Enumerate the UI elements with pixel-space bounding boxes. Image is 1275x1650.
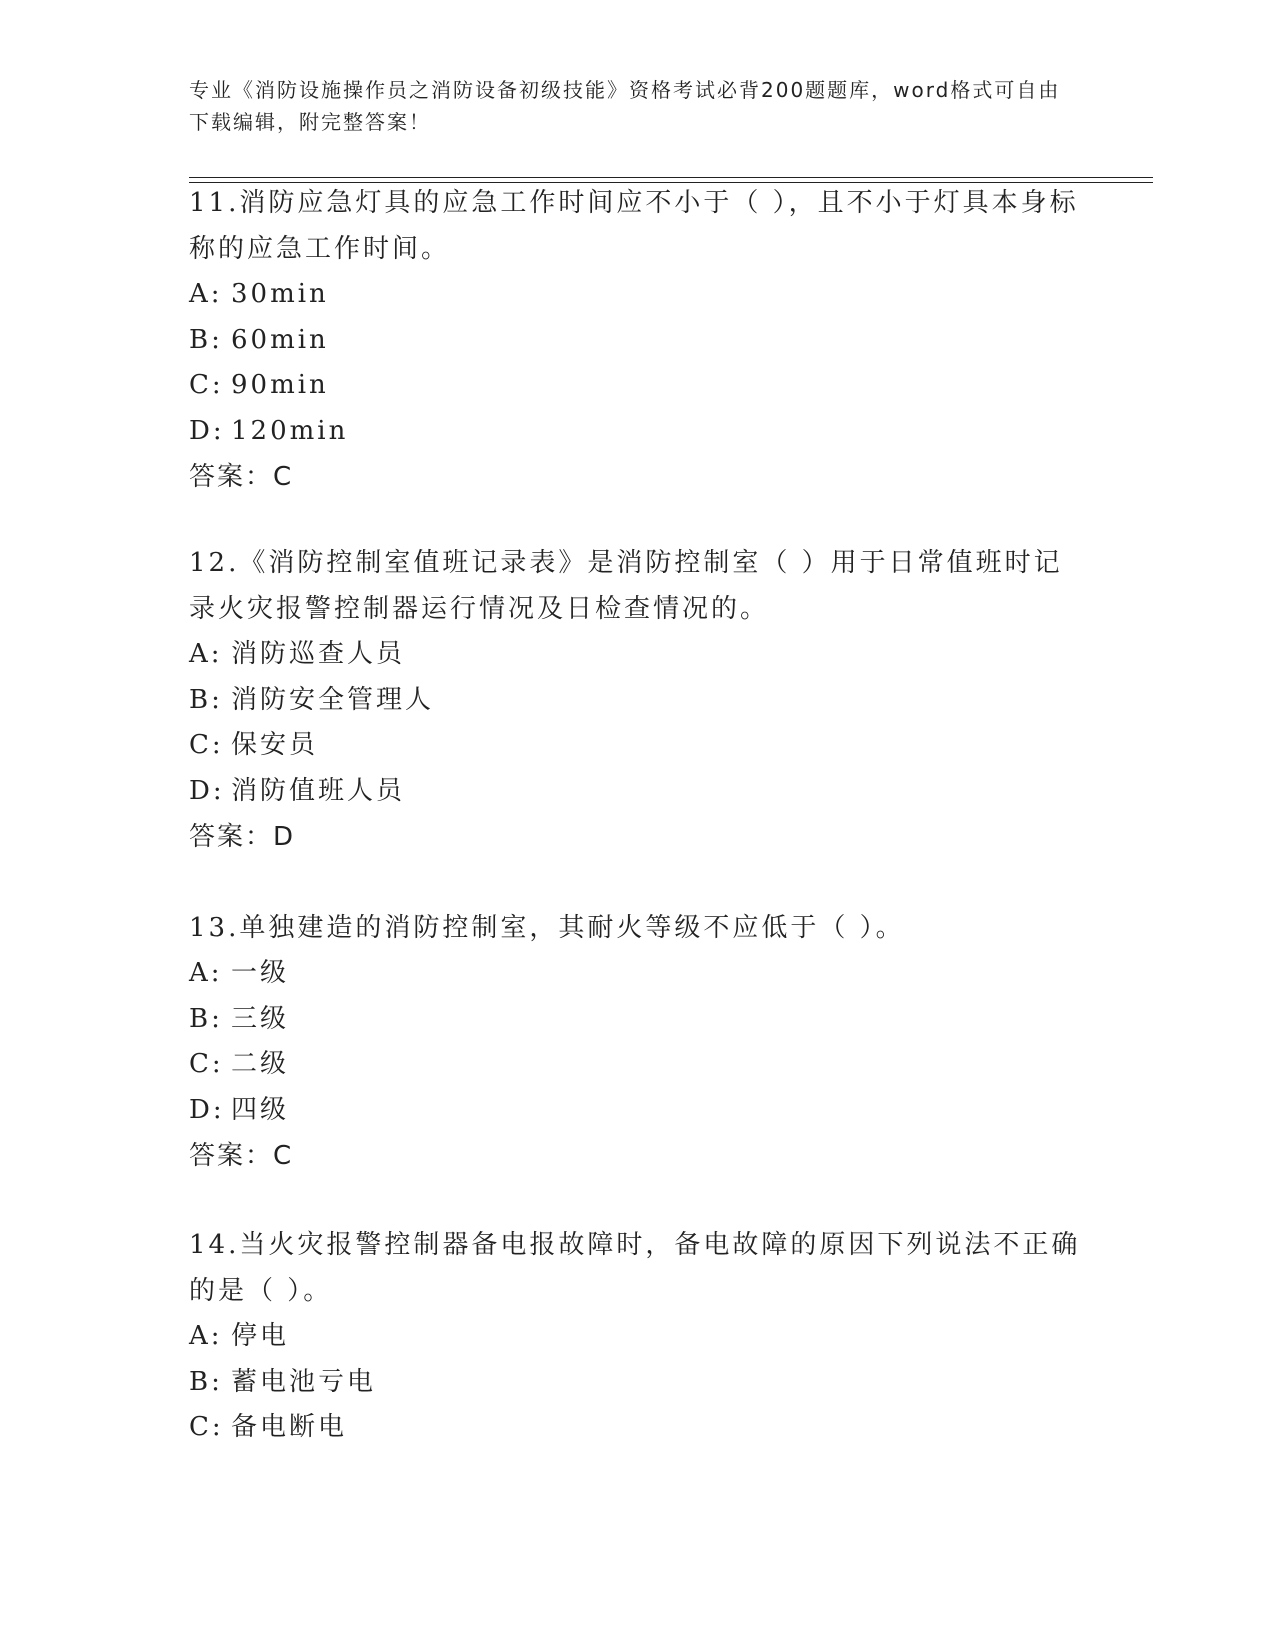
option-text: 四级 (231, 1094, 290, 1125)
question-option (189, 318, 1089, 364)
question-option (189, 1042, 1089, 1088)
question-option (189, 997, 1089, 1043)
answer-line: 答案：C (189, 1141, 294, 1171)
option-letter: D: (189, 415, 225, 446)
option-letter: A: (189, 1321, 223, 1351)
question-option (189, 1314, 1089, 1360)
option-letter: A: (189, 639, 223, 669)
option-letter: C: (189, 370, 224, 400)
option-letter: A: (189, 279, 223, 309)
option-text: 60min (231, 324, 329, 355)
option-text: 消防巡查人员 (231, 639, 406, 669)
question-option (189, 678, 1089, 724)
option-letter: C: (189, 1049, 224, 1079)
question-item (189, 180, 1089, 500)
question-option (189, 951, 1089, 997)
option-text: 90min (231, 370, 329, 400)
option-letter: B: (189, 684, 223, 715)
question-option (189, 272, 1089, 318)
option-letter: B: (189, 1003, 223, 1034)
question-option (189, 1360, 1089, 1406)
option-text: 一级 (231, 958, 290, 988)
answer-line: 答案：D (189, 822, 296, 852)
document-header: 专业《消防设施操作员之消防设备初级技能》资格考试必背200题题库，word格式可自由下载编辑，附完整答案！ (189, 78, 1061, 134)
question-option (189, 769, 1089, 815)
question-stem: 14.当火灾报警控制器备电报故障时，备电故障的原因下列说法不正确的是（ ）。 (189, 1230, 1081, 1306)
option-text: 120min (231, 415, 349, 446)
question-option (189, 409, 1089, 455)
question-stem: 13.单独建造的消防控制室，其耐火等级不应低于（ ）。 (189, 913, 905, 943)
question-stem: 12.《消防控制室值班记录表》是消防控制室（ ）用于日常值班时记录火灾报警控制器运行情况及日检查情况的。 (189, 548, 1063, 624)
option-text: 备电断电 (231, 1412, 348, 1442)
option-text: 消防值班人员 (231, 775, 406, 806)
option-text: 30min (231, 279, 329, 309)
option-letter: C: (189, 730, 224, 760)
question-option (189, 363, 1089, 409)
question-option (189, 1405, 1089, 1451)
option-letter: B: (189, 1366, 223, 1397)
option-letter: B: (189, 324, 223, 355)
question-option (189, 1088, 1089, 1134)
option-text: 三级 (231, 1003, 290, 1034)
option-letter: C: (189, 1412, 224, 1442)
question-item (189, 1222, 1089, 1451)
option-text: 停电 (231, 1321, 290, 1351)
option-text: 保安员 (231, 730, 319, 760)
answer-line: 答案：C (189, 462, 294, 492)
option-text: 二级 (231, 1049, 290, 1079)
question-option (189, 723, 1089, 769)
option-letter: A: (189, 958, 223, 988)
question-item (189, 540, 1089, 860)
header-divider-line (189, 177, 1153, 178)
option-letter: D: (189, 1094, 225, 1125)
question-item (189, 905, 1089, 1179)
option-text: 消防安全管理人 (231, 684, 435, 715)
question-stem: 11.消防应急灯具的应急工作时间应不小于（ ），且不小于灯具本身标称的应急工作时间。 (189, 188, 1079, 264)
option-letter: D: (189, 775, 225, 806)
question-option (189, 632, 1089, 678)
option-text: 蓄电池亏电 (231, 1366, 377, 1397)
